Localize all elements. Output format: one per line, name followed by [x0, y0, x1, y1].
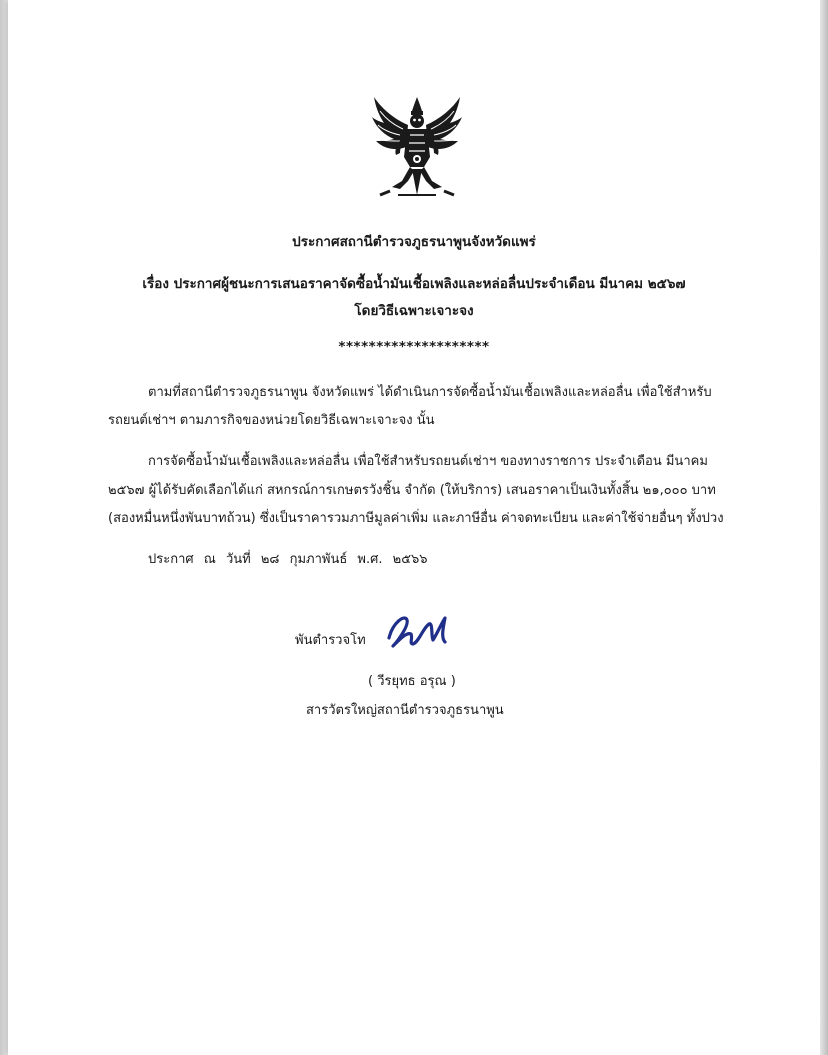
subject-line-1: เรื่อง ประกาศผู้ชนะการเสนอราคาจัดซื้อน้ำมันเชื้อเพลิงและหล่อลื่นประจำเดือน มีนาคม ๒๕๖๗: [142, 276, 686, 292]
paragraph-2-line-3: (สองหมื่นหนึ่งพันบาทถ้วน) ซึ่งเป็นราคารวมภาษีมูลค่าเพิ่ม และภาษีอื่น ค่าจดทะเบียน และค่าใช้จ่ายอื่นๆ ทั้งปวง: [108, 511, 724, 526]
separator-stars: ********************: [338, 339, 490, 355]
subject-line-2: โดยวิธีเฉพาะเจาะจง: [354, 303, 474, 319]
paragraph-1-line-1: ตามที่สถานีตำรวจภูธรนาพูน จังหวัดแพร่ ได้ดำเนินการจัดซื้อน้ำมันเชื้อเพลิงและหล่อลื่น เพื่อใช้สำหรับ: [148, 385, 712, 400]
page-edge-right: [820, 0, 828, 1055]
page-edge-left: [0, 0, 8, 1055]
garuda-emblem-icon: [370, 95, 464, 201]
signer-name: ( วีรยุทธ อรุณ ): [368, 674, 456, 689]
handwritten-signature: [383, 608, 453, 652]
paragraph-2-line-2: ๒๕๖๗ ผู้ได้รับคัดเลือกได้แก่ สหกรณ์การเกษตรวังชิ้น จำกัด (ให้บริการ) เสนอราคาเป็นเงินทั้งสิ้น ๒๑,๐๐๐ บาท: [108, 483, 716, 498]
paragraph-2-line-1: การจัดซื้อน้ำมันเชื้อเพลิงและหล่อลื่น เพื่อใช้สำหรับรถยนต์เช่าฯ ของทางราชการ ประจำเดือน มีนาคม: [148, 454, 708, 469]
signer-rank: พันตำรวจโท: [295, 633, 366, 648]
signer-position: สารวัตรใหญ่สถานีตำรวจภูธรนาพูน: [306, 703, 504, 718]
announce-date: ประกาศ ณ วันที่ ๒๘ กุมภาพันธ์ พ.ศ. ๒๕๖๖: [148, 552, 428, 567]
document-page: [8, 0, 820, 1055]
paragraph-1-line-2: รถยนต์เช่าฯ ตามภารกิจของหน่วยโดยวิธีเฉพาะเจาะจง นั้น: [108, 413, 435, 428]
announcement-title: ประกาศสถานีตำรวจภูธรนาพูนจังหวัดแพร่: [292, 234, 536, 250]
